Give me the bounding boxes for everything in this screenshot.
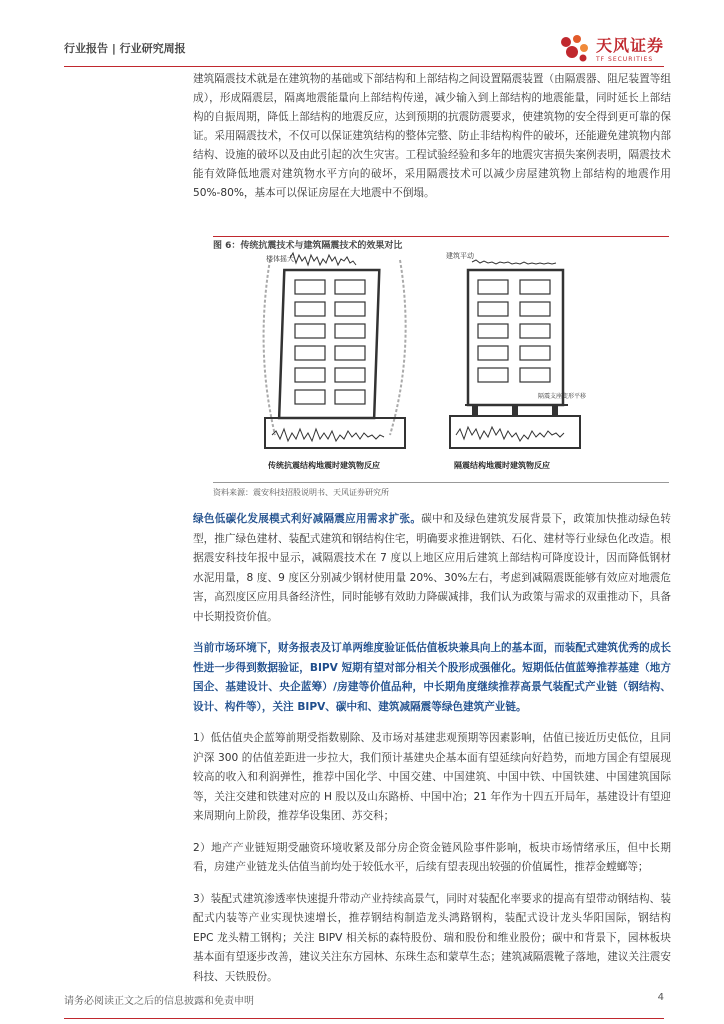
paragraph-green-demand	[193, 510, 671, 627]
left-bottom-label: 传统抗震结构地震时建筑物反应	[268, 461, 380, 470]
page-footer	[64, 992, 664, 1007]
paragraph-green-demand-body: 碳中和及绿色建筑发展背景下，政策加快推动绿色转型，推广绿色建材、装配式建筑和钢结构住宅，明确要求推进钢铁、石化、建材等行业绿色化改造。根据震安科技年报中显示，减隔震技术在 7 度以上地区应用后建筑上部结构可降度设计，因而降低钢材水泥用量，8 度、9 度区分别减少钢材使用量 20%、30%左右，考虑到减隔震既能够有效应对地震危害，高烈度区应用具备经济性，同时能够有效助力降碳减排，我们认为政策与需求的双重推动下，具备中长期投资价值。	[193, 513, 672, 623]
left-top-label: 楼体摇大	[266, 255, 294, 263]
right-mid-label: 隔震支座变形平移	[538, 393, 587, 400]
logo-sub: TF SECURITIES	[595, 56, 654, 63]
analysis-section	[193, 510, 671, 999]
isolation-building-group	[446, 251, 586, 470]
intro-section	[193, 70, 671, 203]
paragraph-market-view: 当前市场环境下，财务报表及订单两维度验证低估值板块兼具向上的基本面，而装配式建筑优秀的成长性进一步得到数据验证，BIPV 短期有望对部分相关个股形成强催化。短期低估值蓝筹推荐基建（地方国企、基建设计、央企蓝筹）/房建等价值品种，中长期角度继续推荐高景气装配式产业链（钢结构、设计、构件等），关注 BIPV、碳中和、建筑减隔震等绿色建筑产业链。	[193, 642, 671, 713]
figure-comparison	[250, 250, 630, 475]
report-type-label: 行业报告 | 行业研究周报	[64, 42, 186, 55]
paragraph-soe-bluechips: 1）低估值央企蓝筹前期受指数剔除、及市场对基建悲观预期等因素影响，估值已接近历史低位，且同沪深 300 的估值差距进一步拉大，我们预计基建央企基本面有望延续向好趋势，而地方国企有望展现较高的收入和利润弹性，推荐中国化学、中国交建、中国建筑、中国中铁、中国铁建、中国建筑国际等，关注交建和铁建对应的 H 股以及山东路桥、中国中冶；21 年作为十四五开局年，基建设计有望迎来周期向上阶段，推荐华设集团、苏交科；	[193, 732, 671, 822]
logo-name: 天风证券	[595, 36, 664, 55]
paragraph-prefab-construction: 3）装配式建筑渗透率快速提升带动产业持续高景气，同时对装配化率要求的提高有望带动钢结构、装配式内装等产业实现快速增长，推荐钢结构制造龙头鸿路钢构，装配式设计龙头华阳国际，钢结构 EPC 龙头精工钢构；关注 BIPV 相关标的森特股份、瑞和股份和维业股份；碳中和背景下，园林板块基本面有望逐步改善，建议关注东方园林、东珠生态和蒙草生态；建筑减隔震靴子落地，建议关注震安科技、天铁股份。	[193, 892, 671, 983]
intro-paragraph: 建筑隔震技术就是在建筑物的基础或下部结构和上部结构之间设置隔震装置（由隔震器、阻尼装置等组成），形成隔震层，隔离地震能量向上部结构传递，减少输入到上部结构的地震能量，同时延长上部结构的自振周期，降低上部结构的地震反应，达到预期的抗震防震要求，使建筑物的安全得到更可靠的保证。采用隔震技术，不仅可以保证建筑结构的整体完整、防止非结构构件的破坏，还能避免建筑物内部结构、设施的破坏以及由此引起的次生灾害。工程试验经验和多年的地震灾害损失案例表明，隔震技术能有效降低地震对建筑物水平方向的破坏，采用隔震技术可以减少房屋建筑物上部结构的地震作用 50%-80%，基本可以保证房屋在大地震中不倒塌。	[193, 73, 671, 199]
right-bottom-label: 隔震结构地震时建筑物反应	[454, 461, 550, 470]
figure-caption: 图 6：传统抗震技术与建筑隔震技术的效果对比	[213, 241, 403, 251]
footer-disclaimer: 请务必阅读正文之后的信息披露和免责申明	[64, 996, 254, 1007]
right-top-label: 建筑平动	[446, 252, 474, 260]
figure-top-rule	[213, 236, 669, 237]
header-divider	[64, 66, 664, 67]
paragraph-property-chain: 2）地产产业链短期受融资环境收紧及部分房企资金链风险事件影响，板块市场情绪承压，但中长期看，房建产业链龙头估值当前均处于较低水平，后续有望表现出较强的价值属性，推荐金螳螂等；	[193, 841, 671, 873]
figure-bottom-rule	[213, 482, 669, 483]
traditional-building-group	[264, 253, 406, 470]
paragraph-green-demand-heading: 绿色低碳化发展模式利好减隔震应用需求扩张。	[193, 513, 422, 525]
brand-logo	[558, 30, 664, 66]
seismic-comparison-illustration	[250, 250, 630, 475]
footer-divider	[64, 1018, 664, 1019]
logo-mark-icon	[558, 33, 592, 63]
page-number: 4	[657, 992, 664, 1003]
figure-source: 资料来源：震安科技招股说明书、天风证券研究所	[213, 488, 389, 497]
page-header	[64, 30, 664, 66]
